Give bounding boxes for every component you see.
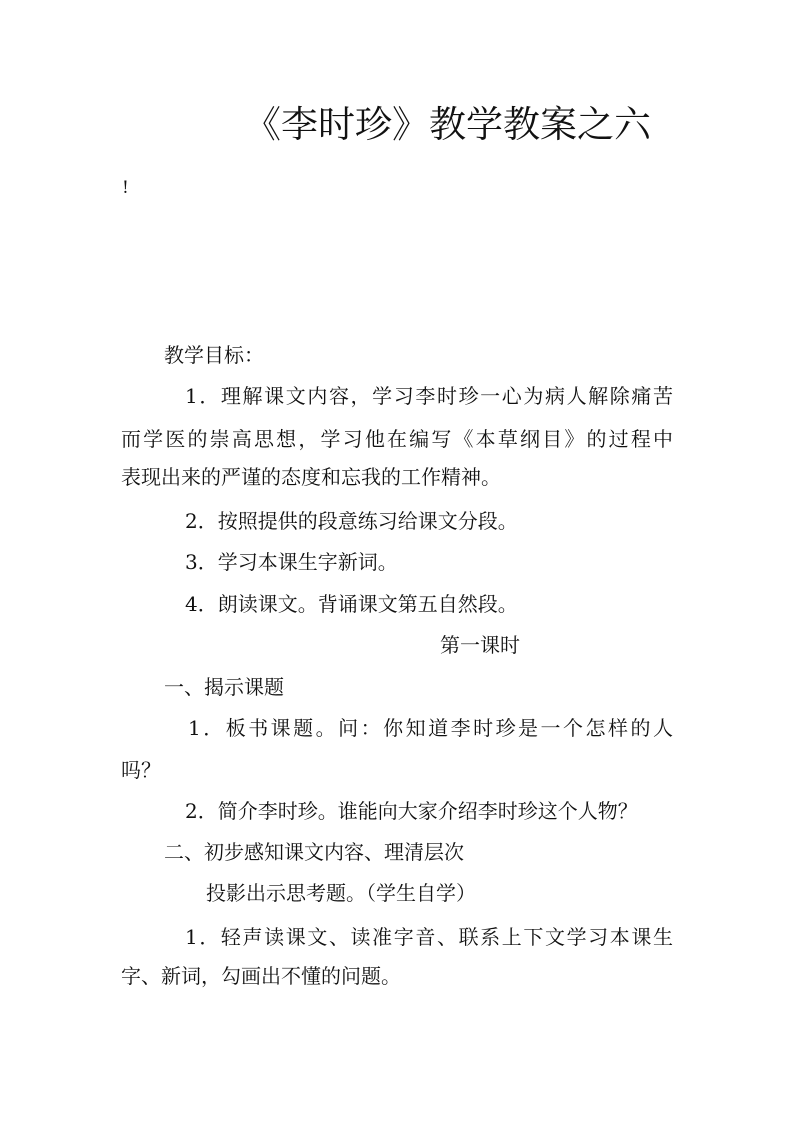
section-1-item-1-line-2: 吗？ [121,758,161,782]
section-2-heading: 二、初步感知课文内容、理清层次 [164,840,464,864]
section-1-item-2: 2．简介李时珍。谁能向大家介绍李时珍这个人物？ [185,799,638,823]
section-1-heading: 一、揭示课题 [164,675,284,699]
section-2-item-1-line-2: 字、新词，勾画出不懂的问题。 [121,964,401,988]
document-title: 《李时珍》教学教案之六 [244,103,651,146]
objective-4: 4．朗读课文。背诵课文第五自然段。 [185,592,518,616]
objective-1-line-2: 而学医的崇高思想，学习他在编写《本草纲目》的过程中 [121,427,673,451]
section-2-item-1-line-1: 1．轻声读课文、读准字音、联系上下文学习本课生 [185,925,673,949]
objective-1-line-3: 表现出来的严谨的态度和忘我的工作精神。 [121,465,501,489]
stray-mark: ! [122,178,129,198]
objective-3: 3．学习本课生字新词。 [185,550,398,574]
section-2-intro: 投影出示思考题。（学生自学） [206,881,476,905]
lesson-heading: 第一课时 [440,633,520,657]
objectives-heading: 教学目标： [164,343,264,367]
section-1-item-1-line-1: 1．板书课题。问：你知道李时珍是一个怎样的人 [188,716,673,740]
objective-2: 2．按照提供的段意练习给课文分段。 [185,509,518,533]
objective-1-line-1: 1．理解课文内容，学习李时珍一心为病人解除痛苦 [185,384,673,408]
